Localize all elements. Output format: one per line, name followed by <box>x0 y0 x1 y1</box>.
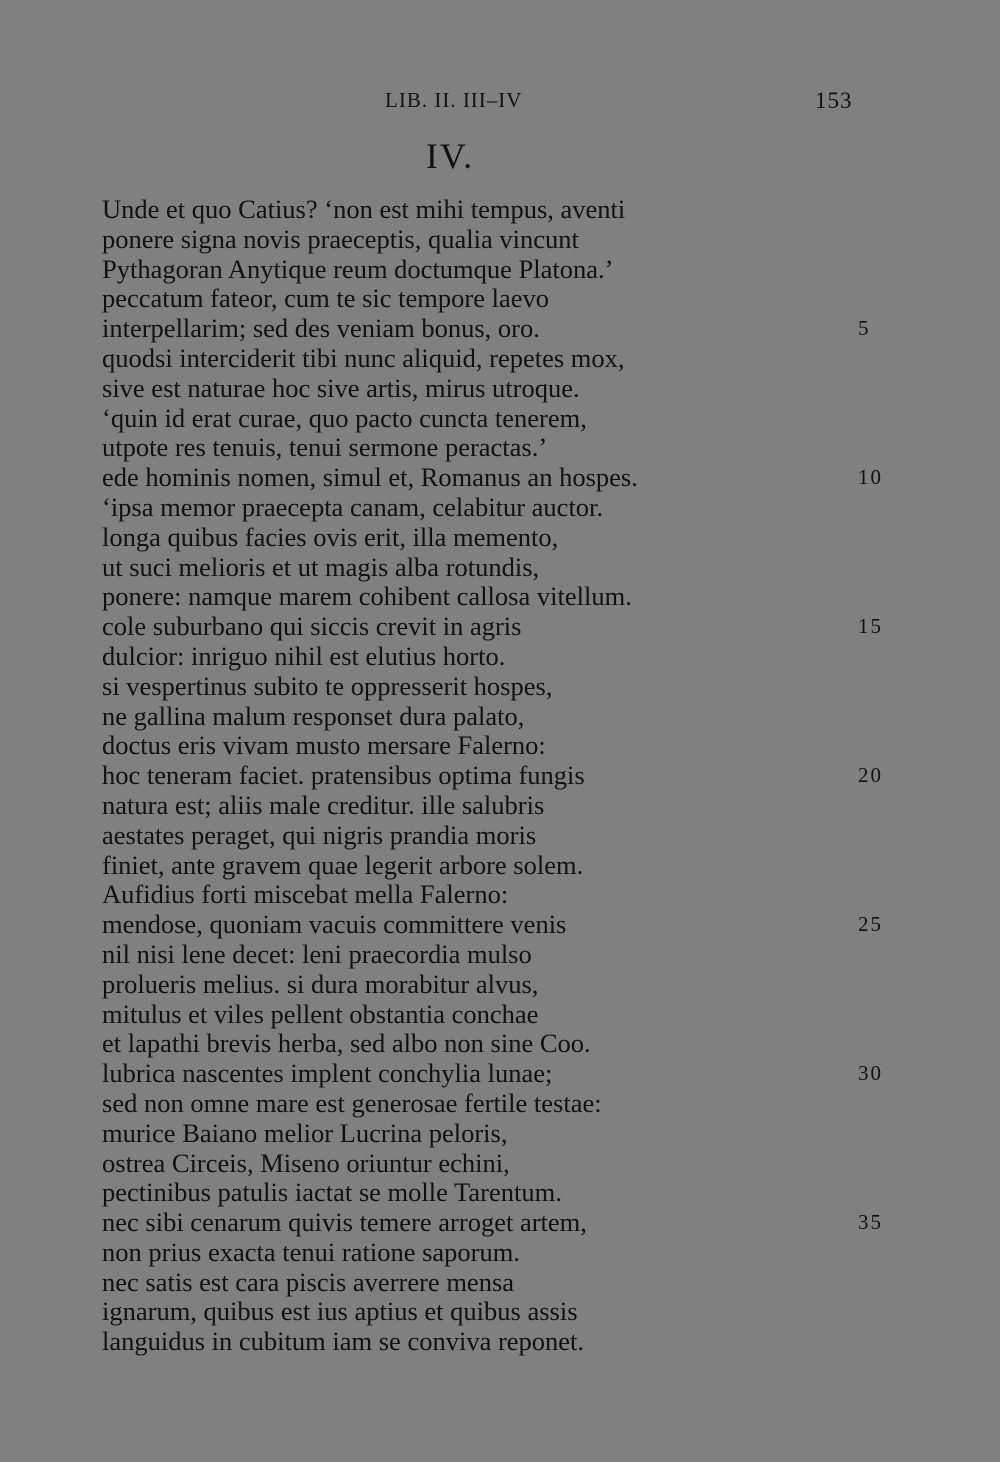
line-number: 30 <box>858 1061 883 1086</box>
verse-text: ignarum, quibus est ius aptius et quibus assis <box>102 1296 578 1327</box>
verse-line <box>102 582 902 612</box>
verse-text: ‘quin id erat curae, quo pacto cuncta tenerem, <box>102 402 587 433</box>
page-number: 153 <box>815 88 853 113</box>
verse-line <box>102 225 902 255</box>
verse-text: non prius exacta tenui ratione saporum. <box>102 1236 520 1267</box>
verse-text: prolueris melius. si dura morabitur alvus, <box>102 968 539 999</box>
verse-line <box>102 1149 902 1179</box>
verse-line <box>102 642 902 672</box>
verse-text: nec sibi cenarum quivis temere arroget artem, <box>102 1207 587 1238</box>
verse-text: doctus eris vivam musto mersare Falerno: <box>102 730 546 761</box>
verse-text: languidus in cubitum iam se conviva reponet. <box>102 1326 585 1357</box>
verse-text: lubrica nascentes implent conchylia lunae; <box>102 1058 553 1089</box>
verse-line <box>102 1268 902 1298</box>
verse-line <box>102 433 902 463</box>
verse-line <box>102 1000 902 1030</box>
verse-text: si vespertinus subito te oppresserit hospes, <box>102 670 553 701</box>
verse-text: natura est; aliis male creditur. ille salubris <box>102 789 545 820</box>
verse-text: mendose, quoniam vacuis committere venis <box>102 909 567 940</box>
line-number: 10 <box>858 465 883 490</box>
verse-line <box>102 910 902 940</box>
verse-text: hoc teneram faciet. pratensibus optima fungis <box>102 760 585 791</box>
verse-text: ede hominis nomen, simul et, Romanus an hospes. <box>102 462 638 493</box>
verse-line <box>102 1297 902 1327</box>
verse-line <box>102 821 902 851</box>
running-title: LIB. II. III–IV <box>385 88 523 112</box>
verse-text: ne gallina malum responset dura palato, <box>102 700 525 731</box>
verse-text: interpellarim; sed des veniam bonus, oro. <box>102 313 540 344</box>
verse-line <box>102 1208 902 1238</box>
verse-text: pectinibus patulis iactat se molle Tarentum. <box>102 1177 562 1208</box>
verse-line <box>102 791 902 821</box>
verse-line <box>102 284 902 314</box>
verse-text: ponere signa novis praeceptis, qualia vincunt <box>102 223 579 254</box>
verse-line <box>102 851 902 881</box>
verse-text: ut suci melioris et ut magis alba rotundis, <box>102 551 540 582</box>
verse-line <box>102 344 902 374</box>
verse-line <box>102 672 902 702</box>
verse-text: quodsi interciderit tibi nunc aliquid, repetes mox, <box>102 342 625 373</box>
verse-line <box>102 404 902 434</box>
verse-line <box>102 940 902 970</box>
verse-text: nil nisi lene decet: leni praecordia mulso <box>102 938 532 969</box>
verse-line <box>102 1089 902 1119</box>
section-title: IV. <box>425 136 475 176</box>
verse-line <box>102 314 902 344</box>
verse-line <box>102 880 902 910</box>
verse-text: cole suburbano qui siccis crevit in agris <box>102 611 522 642</box>
verse-text: murice Baiano melior Lucrina peloris, <box>102 1117 508 1148</box>
verse-line <box>102 1327 902 1357</box>
verse-line <box>102 970 902 1000</box>
verse-line <box>102 374 902 404</box>
verse-text: aestates peraget, qui nigris prandia moris <box>102 819 537 850</box>
verse-text: peccatum fateor, cum te sic tempore laevo <box>102 283 550 314</box>
verse-text: sive est naturae hoc sive artis, mirus utroque. <box>102 372 580 403</box>
poem-text <box>102 195 902 1357</box>
verse-line <box>102 761 902 791</box>
verse-line <box>102 612 902 642</box>
verse-text: Aufidius forti miscebat mella Falerno: <box>102 879 509 910</box>
verse-line <box>102 1119 902 1149</box>
verse-text: Unde et quo Catius? ‘non est mihi tempus, aventi <box>102 194 626 224</box>
verse-text: longa quibus facies ovis erit, illa memento, <box>102 521 559 552</box>
verse-line <box>102 702 902 732</box>
verse-line <box>102 523 902 553</box>
verse-text: ponere: namque marem cohibent callosa vitellum. <box>102 581 632 612</box>
verse-text: ‘ipsa memor praecepta canam, celabitur auctor. <box>102 491 604 522</box>
verse-text: sed non omne mare est generosae fertile testae: <box>102 1087 602 1118</box>
verse-line <box>102 255 902 285</box>
line-number: 15 <box>858 614 883 639</box>
line-number: 20 <box>858 763 883 788</box>
verse-line <box>102 1059 902 1089</box>
verse-text: mitulus et viles pellent obstantia conchae <box>102 998 539 1029</box>
verse-text: nec satis est cara piscis averrere mensa <box>102 1266 515 1297</box>
verse-text: ostrea Circeis, Miseno oriuntur echini, <box>102 1147 510 1178</box>
verse-line <box>102 493 902 523</box>
line-number: 35 <box>858 1210 883 1235</box>
verse-text: dulcior: inriguo nihil est elutius horto. <box>102 640 506 671</box>
line-number: 25 <box>858 912 883 937</box>
verse-text: utpote res tenuis, tenui sermone peractas.’ <box>102 432 548 463</box>
verse-line <box>102 731 902 761</box>
verse-line <box>102 195 902 225</box>
verse-text: et lapathi brevis herba, sed albo non sine Coo. <box>102 1028 591 1059</box>
line-number: 5 <box>858 316 871 341</box>
verse-text: Pythagoran Anytique reum doctumque Platona.’ <box>102 253 614 284</box>
verse-line <box>102 463 902 493</box>
verse-line <box>102 1029 902 1059</box>
verse-text: finiet, ante gravem quae legerit arbore solem. <box>102 849 584 880</box>
verse-line <box>102 553 902 583</box>
verse-line <box>102 1238 902 1268</box>
verse-line <box>102 1178 902 1208</box>
